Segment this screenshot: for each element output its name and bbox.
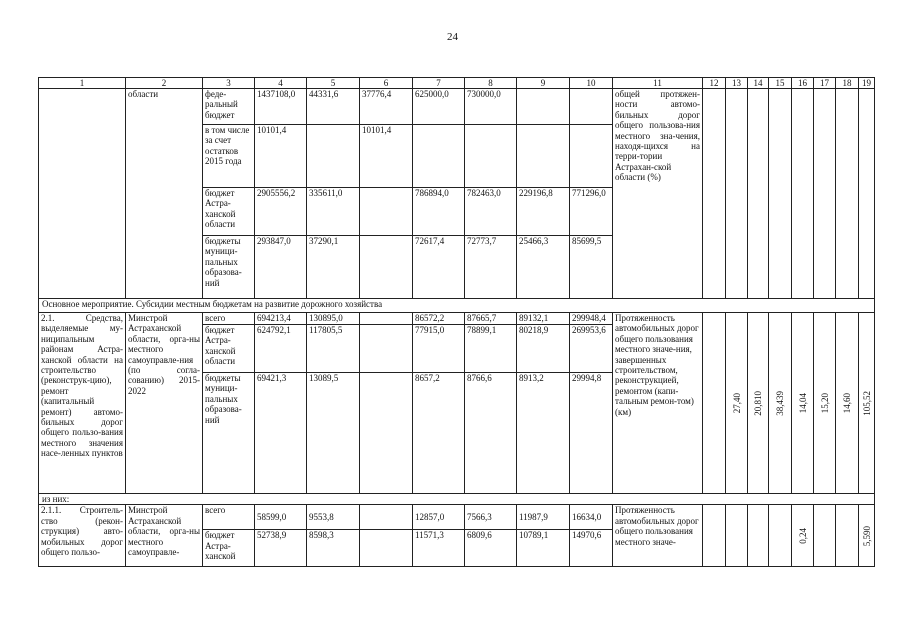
column-number: 13 — [726, 78, 748, 89]
value-cell: 625000,0 — [413, 89, 465, 125]
value-cell: 8657,2 — [413, 373, 465, 494]
indicator-value — [726, 89, 748, 299]
column-number: 5 — [307, 78, 360, 89]
indicator-value — [703, 89, 726, 299]
value-cell — [570, 89, 613, 125]
funding-source: бюджеты муници-пальных образова-ний — [203, 236, 255, 299]
value-cell — [360, 313, 413, 325]
value-cell: 2905556,2 — [255, 188, 307, 236]
value-cell — [517, 89, 570, 125]
value-cell: 624792,1 — [255, 325, 307, 373]
indicator-value — [703, 313, 726, 494]
indicator-value — [748, 313, 769, 494]
value-cell: 730000,0 — [465, 89, 517, 125]
value-cell: 293847,0 — [255, 236, 307, 299]
column-number: 16 — [792, 78, 814, 89]
value-cell: 80218,9 — [517, 325, 570, 373]
value-cell: 335611,0 — [307, 188, 360, 236]
funding-source: всего — [203, 505, 255, 530]
value-cell — [517, 125, 570, 188]
value-cell — [360, 325, 413, 373]
indicator-value-text: 14,04 — [797, 392, 808, 414]
column-number: 1 — [39, 78, 126, 89]
indicator-value — [726, 313, 748, 494]
value-cell: 44331,6 — [307, 89, 360, 125]
table-row — [39, 89, 875, 125]
value-cell: 8913,2 — [517, 373, 570, 494]
value-cell: 72617,4 — [413, 236, 465, 299]
column-number: 4 — [255, 78, 307, 89]
value-cell: 10789,1 — [517, 530, 570, 567]
indicator-value-text: 0,24 — [797, 528, 808, 544]
value-cell: 269953,6 — [570, 325, 613, 373]
value-cell — [360, 236, 413, 299]
value-cell — [360, 188, 413, 236]
indicator-value — [748, 505, 769, 567]
section-row — [39, 299, 875, 313]
indicator-value — [859, 505, 875, 567]
column-number: 19 — [859, 78, 875, 89]
indicator-value — [792, 505, 814, 567]
value-cell: 1437108,0 — [255, 89, 307, 125]
value-cell: 229196,8 — [517, 188, 570, 236]
value-cell: 13089,5 — [307, 373, 360, 494]
value-cell — [413, 125, 465, 188]
value-cell: 786894,0 — [413, 188, 465, 236]
column-number: 12 — [703, 78, 726, 89]
executor-cell: Минстрой Астраханской области, орга-ны местного самоуправле-ния (по согла-сованию) 2015-2022 — [126, 313, 203, 494]
indicator-value — [703, 505, 726, 567]
value-cell: 8766,6 — [465, 373, 517, 494]
indicator-value — [726, 505, 748, 567]
subheading-row — [39, 494, 875, 505]
value-cell — [360, 505, 413, 530]
column-number: 10 — [570, 78, 613, 89]
value-cell: 694213,4 — [255, 313, 307, 325]
value-cell: 782463,0 — [465, 188, 517, 236]
measure-cell: 2.1.1. Строитель-ство (рекон-струкция) авто-мобильных дорог общего пользо- — [39, 505, 126, 567]
executor-cell: области — [126, 89, 203, 299]
column-number: 9 — [517, 78, 570, 89]
indicator-value — [769, 89, 792, 299]
value-cell: 86572,2 — [413, 313, 465, 325]
value-cell: 117805,5 — [307, 325, 360, 373]
measure-cell — [39, 89, 126, 299]
indicator-value-text: 15,20 — [819, 392, 830, 414]
value-cell: 25466,3 — [517, 236, 570, 299]
indicator-value-text: 105,52 — [861, 390, 872, 416]
value-cell: 87665,7 — [465, 313, 517, 325]
funding-source: бюджет Астра-ханской — [203, 530, 255, 567]
funding-source: всего — [203, 313, 255, 325]
value-cell: 72773,7 — [465, 236, 517, 299]
column-number: 18 — [836, 78, 859, 89]
value-cell: 85699,5 — [570, 236, 613, 299]
value-cell: 89132,1 — [517, 313, 570, 325]
indicator-value — [836, 505, 859, 567]
value-cell: 16634,0 — [570, 505, 613, 530]
indicator-name: общей протяжен-ности автомо-бильных дорог общего пользова-ния местного зна-чения, находя-щихся на терри-тории Астрахан-ской области (%) — [613, 89, 703, 299]
value-cell: 10101,4 — [360, 125, 413, 188]
indicator-value — [859, 89, 875, 299]
value-cell: 8598,3 — [307, 530, 360, 567]
value-cell: 12857,0 — [413, 505, 465, 530]
table-row — [39, 505, 875, 530]
column-number: 11 — [613, 78, 703, 89]
value-cell: 299948,4 — [570, 313, 613, 325]
funding-source: бюджеты муници-пальных образова-ний — [203, 373, 255, 494]
indicator-value — [859, 313, 875, 494]
indicator-name: Протяженность автомобильных дорог общего пользования местного значе-ния, завершенных строительством, реконструкцией, ремонтом (капи-тальным ремон-том) (км) — [613, 313, 703, 494]
column-number-row — [39, 78, 875, 89]
value-cell: 7566,3 — [465, 505, 517, 530]
indicator-value — [792, 89, 814, 299]
value-cell — [570, 125, 613, 188]
value-cell — [307, 125, 360, 188]
value-cell: 37290,1 — [307, 236, 360, 299]
column-number: 8 — [465, 78, 517, 89]
indicator-value — [836, 89, 859, 299]
value-cell — [465, 125, 517, 188]
value-cell: 9553,8 — [307, 505, 360, 530]
column-number: 3 — [203, 78, 255, 89]
column-number: 2 — [126, 78, 203, 89]
indicator-value — [814, 313, 836, 494]
funding-source: бюджет Астра-ханской области — [203, 325, 255, 373]
value-cell: 78899,1 — [465, 325, 517, 373]
indicator-value-text: 27,40 — [731, 392, 742, 414]
funding-source: бюджет Астра-ханской области — [203, 188, 255, 236]
indicator-value-text: 38,439 — [775, 390, 785, 416]
value-cell: 6809,6 — [465, 530, 517, 567]
page-number: 24 — [447, 31, 458, 43]
measure-cell: 2.1. Средства, выделяемые му-ниципальным районам Астра-ханской области на строительство (реконструк-цию), ремонт (капитальный ремонт) автомо-бильных дорог общего пользо-вания местного значения насе-ленных пунктов — [39, 313, 126, 494]
column-number: 14 — [748, 78, 769, 89]
table-row — [39, 313, 875, 325]
column-number: 7 — [413, 78, 465, 89]
indicator-value — [814, 89, 836, 299]
executor-cell: Минстрой Астраханской области, орга-ны местного самоуправле- — [126, 505, 203, 567]
value-cell: 69421,3 — [255, 373, 307, 494]
indicator-value — [836, 313, 859, 494]
section-title: Основное мероприятие. Субсидии местным бюджетам на развитие дорожного хозяйства — [39, 299, 875, 313]
indicator-value-text: 20,810 — [753, 390, 763, 416]
value-cell: 771296,0 — [570, 188, 613, 236]
indicator-value-text: 5,590 — [861, 525, 872, 547]
indicator-value — [748, 89, 769, 299]
value-cell: 29994,8 — [570, 373, 613, 494]
value-cell: 58599,0 — [255, 505, 307, 530]
column-number: 15 — [769, 78, 792, 89]
funding-source: феде-ральный бюджет — [203, 89, 255, 125]
column-number: 6 — [360, 78, 413, 89]
funding-source: в том числе за счет остатков 2015 года — [203, 125, 255, 188]
value-cell: 52738,9 — [255, 530, 307, 567]
subheading: из них: — [39, 494, 875, 505]
value-cell: 14970,6 — [570, 530, 613, 567]
value-cell: 11987,9 — [517, 505, 570, 530]
indicator-name: Протяженность автомобильных дорог общего пользования местного значе- — [613, 505, 703, 567]
value-cell: 10101,4 — [255, 125, 307, 188]
value-cell — [360, 530, 413, 567]
value-cell: 130895,0 — [307, 313, 360, 325]
indicator-value-text: 14,60 — [842, 392, 852, 414]
value-cell — [360, 373, 413, 494]
program-table — [38, 77, 875, 567]
value-cell: 37776,4 — [360, 89, 413, 125]
column-number: 17 — [814, 78, 836, 89]
value-cell: 11571,3 — [413, 530, 465, 567]
indicator-value — [769, 505, 792, 567]
indicator-value — [814, 505, 836, 567]
value-cell: 77915,0 — [413, 325, 465, 373]
indicator-value — [792, 313, 814, 494]
indicator-value — [769, 313, 792, 494]
